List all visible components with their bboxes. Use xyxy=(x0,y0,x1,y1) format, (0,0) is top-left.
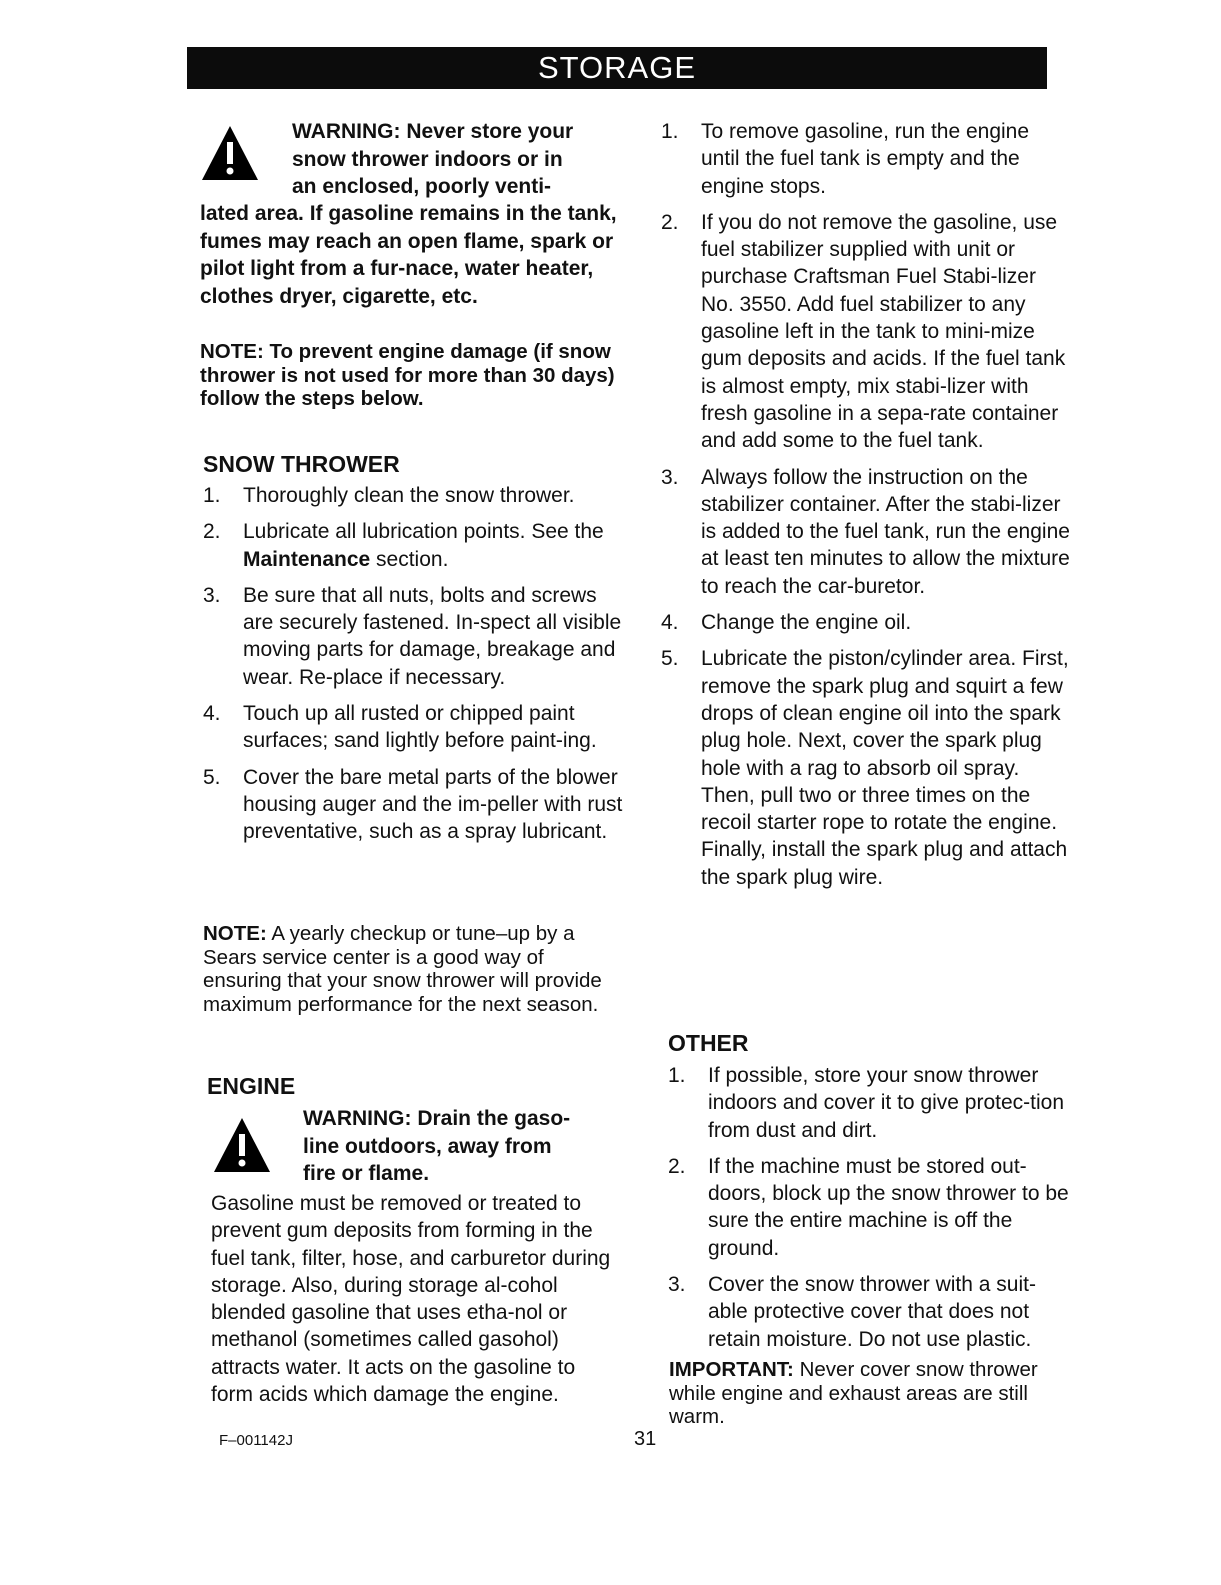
other-heading: OTHER xyxy=(668,1030,749,1056)
list-item: 3. Always follow the instruction on the stabilizer container. After the stabi-lizer is added to the fuel tank, run the engine at least ten minutes to allow the mixture to reach the car-buretor. xyxy=(661,465,1070,598)
list-item: 1. To remove gasoline, run the engine until the fuel tank is empty and the engine stops. xyxy=(661,120,1030,198)
warning-1-line-3: an enclosed, poorly venti- xyxy=(292,175,552,198)
list-item: 2. If the machine must be stored out-doors, block up the snow thrower to be sure the entire machine is off the ground. xyxy=(668,1154,1069,1260)
list-item: 2. If you do not remove the gasoline, use fuel stabilizer supplied with unit or purchase Craftsman Fuel Stabi-lizer No. 3550. Add fuel stabilizer to any gasoline left in the tank to mini-mize gum deposits and acids. If the fuel tank is almost empty, mix stabi-lizer with fresh gasoline in a sepa-rate container and add some to the fuel tank. xyxy=(661,210,1066,453)
warning-2-line-1: WARNING: Drain the gaso- xyxy=(303,1107,571,1130)
section-banner: STORAGE xyxy=(187,47,1047,89)
document-code: F–001142J xyxy=(219,1432,293,1449)
list-item: 4. Change the engine oil. xyxy=(661,611,912,635)
list-item: 3. Be sure that all nuts, bolts and screws are securely fastened. In-spect all visible moving parts for damage, breakage and wear. Re-place if necessary. xyxy=(203,583,622,689)
page-number: 31 xyxy=(634,1428,657,1450)
list-item: 2. Lubricate all lubrication points. See the Maintenance section. xyxy=(203,520,604,571)
list-item: 5. Lubricate the piston/cylinder area. First, remove the spark plug and squirt a few drops of clean engine oil into the spark plug hole. Next, cover the spark plug hole with a rag to absorb oil spray. Then, pull two or three times on the recoil starter rope to rotate the engine. Finally, install the spark plug and attach the spark plug wire. xyxy=(661,647,1069,889)
warning-2-line-2: line outdoors, away from xyxy=(303,1135,552,1158)
warning-2-line-3: fire or flame. xyxy=(303,1162,430,1185)
warning-1-line-1: WARNING: Never store your xyxy=(292,120,574,143)
list-item: 1. If possible, store your snow thrower indoors and cover it to give protec-tion from dust and dirt. xyxy=(668,1064,1065,1142)
other-steps xyxy=(668,1062,1072,1362)
engine-paragraph: Gasoline must be removed or treated to prevent gum deposits from forming in the fuel tank, filter, hose, and carburetor during storage. Also, during storage al-cohol blended gasoline that uses etha-nol or methanol (sometimes called gasohol) attracts water. It acts on the gasoline to form acids which damage the engine. xyxy=(211,1192,611,1407)
engine-heading: ENGINE xyxy=(207,1073,296,1099)
warning-triangle-icon xyxy=(212,1116,272,1174)
warning-1-line-2: snow thrower indoors or in xyxy=(292,148,563,171)
list-item: 3. Cover the snow thrower with a suit-able protective cover that does not retain moisture. Do not use plastic. xyxy=(668,1273,1036,1351)
maintenance-reference: Maintenance xyxy=(243,547,371,571)
list-item: 4. Touch up all rusted or chipped paint surfaces; sand lightly before paint-ing. xyxy=(203,702,597,753)
list-item: 1. Thoroughly clean the snow thrower. xyxy=(203,484,575,507)
snow-thrower-steps xyxy=(203,482,623,855)
storage-note: NOTE: To prevent engine damage (if snow thrower is not used for more than 30 days) follow the steps below. xyxy=(200,340,615,410)
list-item: 5. Cover the bare metal parts of the blower housing auger and the im-peller with rust preventative, such as a spray lubricant. xyxy=(203,765,623,844)
warning-1-body: lated area. If gasoline remains in the tank, fumes may reach an open flame, spark or pilot light from a fur-nace, water heater, clothes dryer, cigarette, etc. xyxy=(200,202,617,308)
engine-steps xyxy=(661,118,1071,900)
checkup-note: NOTE: A yearly checkup or tune–up by a Sears service center is a good way of ensuring that your snow thrower will provide maximum performance for the next season. xyxy=(203,922,602,1016)
snow-thrower-heading: SNOW THROWER xyxy=(203,451,400,477)
important-note: IMPORTANT: Never cover snow thrower while engine and exhaust areas are still warm. xyxy=(669,1358,1038,1428)
warning-triangle-icon xyxy=(200,124,260,182)
